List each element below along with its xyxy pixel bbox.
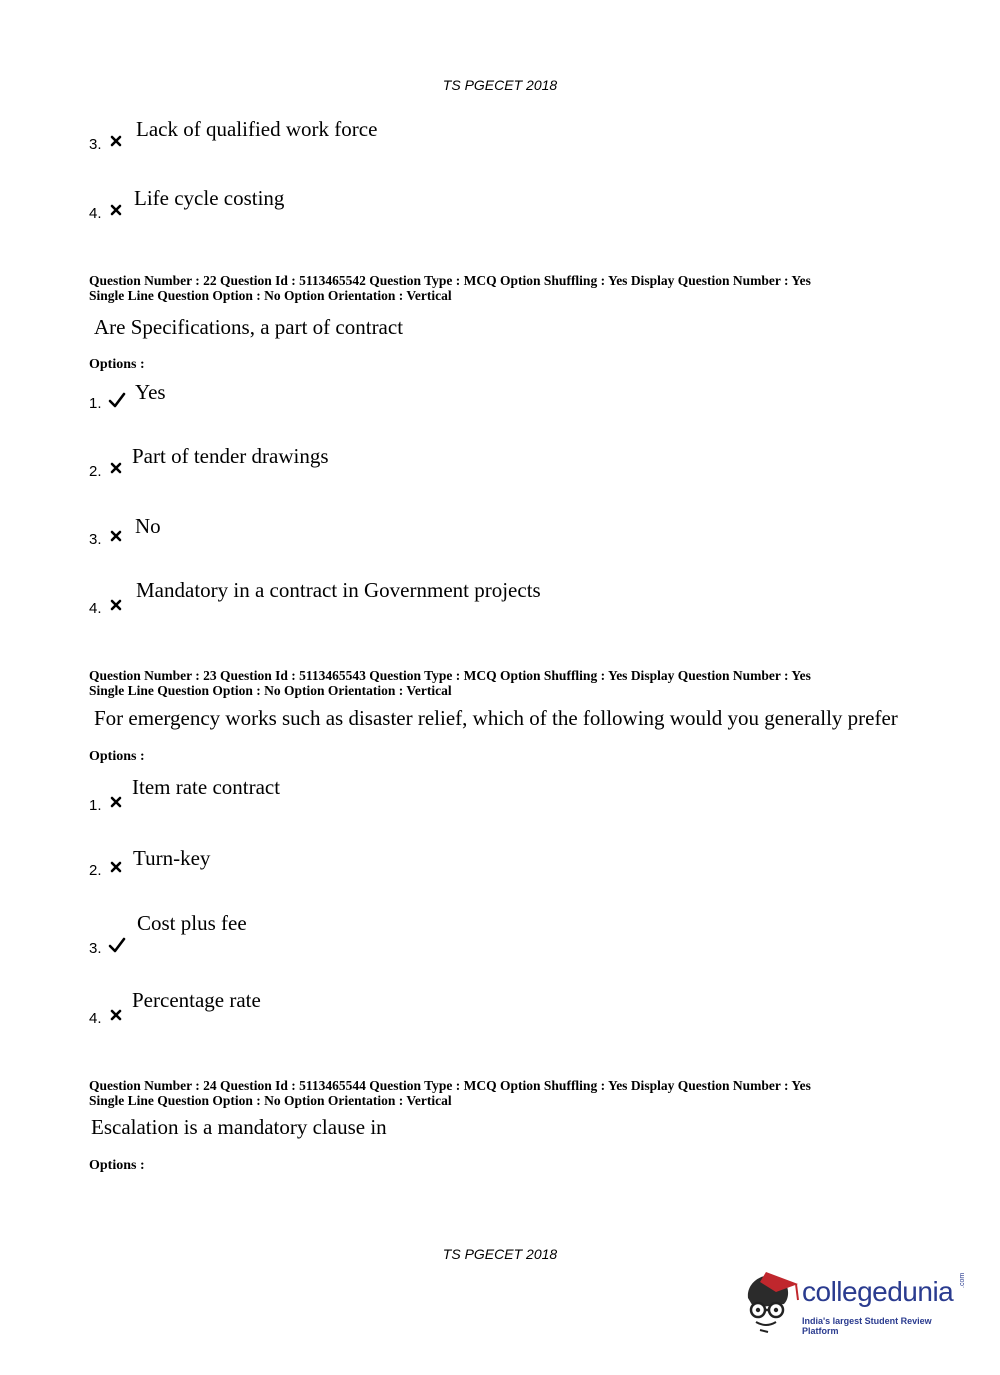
cross-icon	[109, 461, 123, 475]
collegedunia-logo[interactable]	[740, 1268, 970, 1338]
option-text: Turn-key	[133, 846, 211, 870]
options-label: Options :	[89, 1158, 145, 1173]
option-number: 1.	[89, 797, 102, 814]
option-text: Lack of qualified work force	[136, 117, 378, 141]
cross-icon	[109, 598, 123, 612]
option-number: 3.	[89, 531, 102, 548]
mascot-icon	[740, 1268, 802, 1338]
cross-icon	[109, 795, 123, 809]
question-meta-line: Single Line Question Option : No Option Orientation : Vertical	[89, 1093, 452, 1108]
question-meta-line: Question Number : 23 Question Id : 5113465543 Question Type : MCQ Option Shuffling : Yes Display Question Number : Yes	[89, 668, 811, 683]
cross-icon	[109, 860, 123, 874]
option-number: 1.	[89, 395, 102, 412]
option-number: 4.	[89, 1010, 102, 1027]
check-icon	[108, 937, 126, 953]
question-text: For emergency works such as disaster relief, which of the following would you generally prefer	[94, 706, 898, 730]
logo-suffix: .com	[959, 1272, 966, 1288]
options-label: Options :	[89, 749, 145, 764]
question-meta	[89, 1078, 811, 1108]
option-text: Life cycle costing	[134, 186, 285, 210]
option-text: Yes	[135, 380, 166, 404]
option-text: Cost plus fee	[137, 911, 247, 935]
question-meta-line: Single Line Question Option : No Option Orientation : Vertical	[89, 288, 452, 303]
question-text: Are Specifications, a part of contract	[94, 315, 404, 339]
option-text: Mandatory in a contract in Government projects	[136, 578, 541, 602]
cross-icon	[109, 529, 123, 543]
option-number: 3.	[89, 940, 102, 957]
page-footer: TS PGECET 2018	[442, 1246, 558, 1262]
cross-icon	[109, 203, 123, 217]
logo-tagline: India's largest Student Review Platform	[802, 1316, 932, 1336]
option-text: No	[135, 514, 161, 538]
logo-wordmark: collegedunia	[802, 1276, 954, 1307]
option-number: 2.	[89, 862, 102, 879]
question-meta-line: Single Line Question Option : No Option Orientation : Vertical	[89, 683, 452, 698]
question-text: Escalation is a mandatory clause in	[91, 1115, 387, 1139]
option-number: 3.	[89, 136, 102, 153]
option-text: Percentage rate	[132, 988, 261, 1012]
cross-icon	[109, 1008, 123, 1022]
question-meta	[89, 668, 811, 698]
options-label: Options :	[89, 357, 145, 372]
option-number: 4.	[89, 600, 102, 617]
question-meta-line: Question Number : 22 Question Id : 5113465542 Question Type : MCQ Option Shuffling : Yes Display Question Number : Yes	[89, 273, 811, 288]
option-text: Item rate contract	[132, 775, 281, 799]
option-number: 4.	[89, 205, 102, 222]
option-number: 2.	[89, 463, 102, 480]
question-meta-line: Question Number : 24 Question Id : 5113465544 Question Type : MCQ Option Shuffling : Yes Display Question Number : Yes	[89, 1078, 811, 1093]
cross-icon	[109, 134, 123, 148]
page-header: TS PGECET 2018	[442, 77, 558, 93]
question-meta	[89, 273, 811, 303]
check-icon	[108, 392, 126, 408]
option-text: Part of tender drawings	[132, 444, 329, 468]
